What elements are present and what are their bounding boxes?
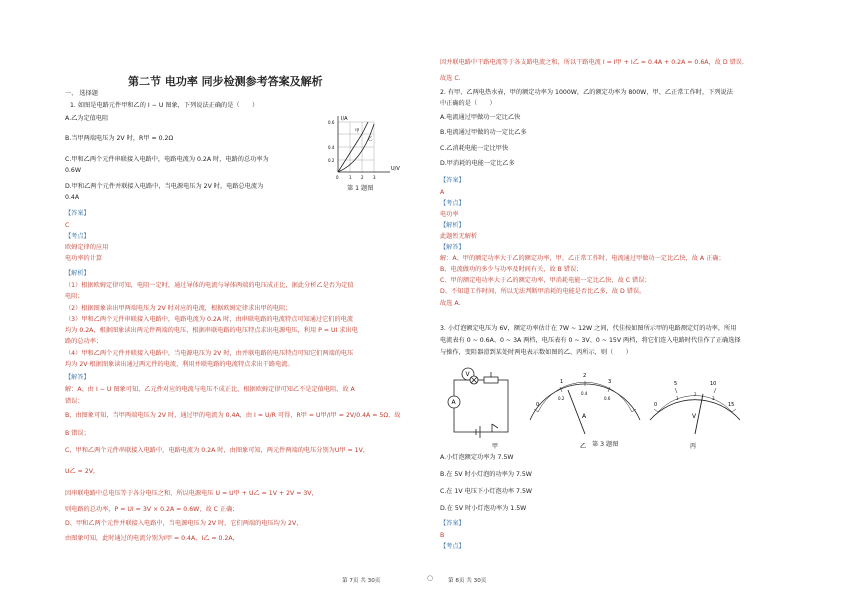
analysis-line: （3）甲和乙两个元件串联接入电路中，电路电流为 0.2A 时，由串联电路的电流特点可知通过它们的电流 [65, 316, 354, 323]
graph-xtick: 1 [349, 175, 352, 180]
q2-keypoint: 电功率 [440, 211, 459, 218]
graph-ytick: 0.2 [328, 158, 335, 163]
voltmeter-letter: V [465, 371, 470, 378]
analysis-line: （1）根据欧姆定律可知，电阻一定时，通过导体的电流与导体两端的电压成正比，据此分析乙是否为定值 [65, 282, 354, 289]
q3-option-c: C.在 1V 电压下小灯泡功率 7.5W [440, 488, 533, 495]
q3-answer-value: B [440, 532, 445, 539]
voltmeter-tick: 10 [710, 381, 717, 387]
keypoint-1: 欧姆定律的应用 [65, 244, 109, 251]
ammeter-tick: 0 [536, 402, 540, 408]
q3-figure [440, 362, 740, 452]
analysis-line: （2）根据图象读出甲两端电压为 2V 时对应的电流，根据欧姆定律求出甲的电阻； [65, 305, 292, 312]
graph-ytick: 0.4 [328, 145, 335, 150]
continued-conclusion: 故选 C. [440, 75, 461, 82]
q2-solution-line: 解：A、甲的额定功率大于乙的额定功率，甲、乙正常工作时，电流通过甲做功一定比乙快，故 A 正确； [440, 255, 725, 262]
q2-solution-line: 故选 A. [440, 300, 461, 307]
solution-line: C、甲和乙两个元件串联接入电路中，电路电流为 0.2A 时，由图象可知，两元件两端的电压分别为U甲 = 1V， [65, 447, 370, 454]
right-page [430, 0, 860, 608]
ammeter-dial [530, 373, 640, 450]
solution-line: U乙 = 2V， [65, 468, 100, 475]
ammeter-unit: A [582, 413, 587, 420]
continued-line: 因并联电路中干路电流等于各支路电流之和，所以干路电流 I = I甲 + I乙 = 0.4A + 0.2A = 0.6A，故 D 错误. [440, 59, 744, 66]
q1-stem: 1. 如图是电路元件甲和乙的 I − U 图象，下列说法正确的是（ ） [70, 102, 259, 109]
solution-line: 错误； [65, 398, 84, 405]
q3-stem-line2: 电流表有 0 ~ 0.6A、0 ~ 3A 两档，电压表有 0 ~ 3V、0 ~ 15V 两档，将它们连入电路时代佳作了正确选择 [440, 337, 741, 344]
graph-xtick: 2 [361, 175, 364, 180]
q2-option-d: D.甲消耗的电能一定比乙多 [440, 160, 515, 167]
solution-line: 则电路的总功率，P = UI = 3V × 0.2A = 0.6W，故 C 正确； [65, 506, 239, 513]
q2-solution-line: C、甲的额定电功率大于乙的额定功率，甲消耗电能一定比乙快，故 C 错误； [440, 277, 651, 284]
q3-answer-heading: 【答案】 [440, 520, 465, 527]
q2-analysis-heading: 【解析】 [440, 222, 465, 229]
figure-label-bing: 丙 [690, 443, 697, 450]
voltmeter-unit: V [692, 413, 697, 420]
analysis-line: 电阻； [65, 293, 84, 300]
q2-solution-line: B、电流做功的多少与功率及时间有关，故 B 错误； [440, 266, 583, 273]
figure-label-yi: 乙 [580, 443, 587, 450]
curve-label-jia: 甲 [355, 129, 360, 134]
curve-label-yi: 乙 [368, 137, 373, 142]
voltmeter-subtick: 3 [712, 396, 715, 401]
q2-answer-value: A [440, 189, 445, 196]
q2-option-a: A.电流通过甲做功一定比乙快 [440, 114, 521, 121]
solution-line: 解：A、由 I − U 图象可知，乙元件对应的电流与电压不成正比，根据欧姆定律可知乙不是定值电阻，故 A [65, 386, 355, 393]
graph-ytick: 0.6 [328, 120, 335, 125]
page-title: 第二节 电功率 同步检测参考答案及解析 [128, 75, 323, 88]
q2-keypoint-heading: 【考点】 [440, 200, 465, 207]
solution-line: 由图象可知，此时通过的电流分别为I甲 = 0.4A，I乙 = 0.2A， [65, 535, 239, 542]
q1-option-d-line1: D.甲和乙两个元件并联接入电路中，当电源电压为 2V 时，电路总电流为 [65, 183, 264, 190]
graph-xtick: 0 [336, 175, 339, 180]
voltmeter-tick: 5 [674, 381, 678, 387]
ammeter-tick: 3 [608, 379, 612, 385]
solution-line: B 错误； [65, 430, 90, 437]
ammeter-needle [568, 390, 585, 434]
keypoint-heading: 【考点】 [65, 233, 90, 240]
solution-heading: 【解答】 [65, 374, 90, 381]
q3-stem-line1: 3. 小灯泡额定电压为 6V，额定功率估计在 7W ~ 12W 之间，代佳按如图所示甲的电路测定灯的功率，所用 [440, 325, 737, 332]
q2-option-c: C.乙消耗电能一定比甲快 [440, 145, 509, 152]
q1-option-a: A.乙为定值电阻 [65, 115, 109, 122]
solution-line: B、由图象可知，当甲两端电压为 2V 时，通过甲的电流为 0.4A，由 I = U/R 可得，R甲 = U甲/I甲 = 2V/0.4A = 5Ω，故 [65, 412, 401, 419]
circuit-diagram [448, 368, 508, 438]
analysis-line: （4）甲和乙两个元件并联接入电路中，当电源电压为 2V 时，由并联电路的电压特点可知它们两端的电压 [65, 350, 354, 357]
q2-solution-line: D、不知道工作时间，所以无法判断甲消耗的电能是否比乙多，故 D 错误。 [440, 288, 646, 295]
answer-heading: 【答案】 [65, 210, 90, 217]
q1-figure-caption: 第 1 题图 [347, 185, 374, 192]
q1-option-c-line2: 0.6W [65, 167, 81, 174]
q3-option-d: D.在 5V 时小灯泡功率为 1.5W [440, 505, 527, 512]
q2-analysis: 此题暂无解析 [440, 233, 478, 240]
page-number: 第 7页 共 30页 [342, 578, 381, 584]
q3-option-b: B.在 5V 时小灯泡的功率为 7.5W [440, 471, 532, 478]
graph-xlabel: U/V [391, 166, 400, 172]
q2-stem-line2: 中正确的是（ ） [440, 100, 496, 107]
page-number: 第 8页 共 30页 [448, 578, 487, 584]
q1-option-b: B.当甲两端电压为 2V 时，R甲 = 0.2Ω [65, 135, 174, 142]
ammeter-letter: A [451, 399, 456, 406]
q3-stem-line3: 与操作，变阻器滑到某处时两电表示数如图的乙、丙所示，则（ ） [440, 349, 632, 356]
voltmeter-tick: 15 [728, 402, 735, 408]
q1-option-d-line2: 0.4A [65, 194, 80, 201]
figure-label-jia: 甲 [492, 443, 499, 450]
solution-line: D、甲和乙两个元件并联接入电路中，当电源电压为 2V 时，它们两端的电压均为 2V， [65, 520, 303, 527]
analysis-line: 路的总功率； [65, 338, 103, 345]
analysis-line: 均为 2V 根据图象读出通过两元件的电流，利用并联电路的电流特点求出干路电流。 [65, 361, 294, 368]
q3-keypoint-heading: 【考点】 [440, 543, 465, 550]
rheostat-symbol [484, 377, 498, 383]
voltmeter-subtick: 1 [676, 396, 679, 401]
analysis-line: 均为 0.2A，根据图象读出两元件两端的电压，根据串联电路的电压特点求出电源电压，利用 P = UI 求出电 [65, 327, 358, 334]
ammeter-subtick: 0.4 [581, 391, 588, 396]
solution-line: 因串联电路中总电压等于各分电压之和，所以电源电压 U = U甲 + U乙 = 1V + 2V = 3V， [65, 490, 318, 497]
answer-value: C [65, 222, 70, 229]
ammeter-subtick: 0.6 [604, 396, 611, 401]
q2-answer-heading: 【答案】 [440, 177, 465, 184]
q2-solution-heading: 【解答】 [440, 244, 465, 251]
q2-option-b: B.电流通过甲做的功一定比乙多 [440, 129, 527, 136]
analysis-heading: 【解析】 [65, 270, 90, 277]
ammeter-subtick: 0.2 [558, 396, 565, 401]
ammeter-tick: 1 [560, 379, 564, 385]
graph-ylabel: I/A [341, 116, 348, 122]
voltmeter-tick: 0 [654, 402, 658, 408]
q2-stem-line1: 2. 有甲、乙两电热水壶，甲的额定功率为 1000W，乙的额定功率为 800W，甲、乙正常工作时，下列说法 [440, 89, 733, 96]
voltmeter-dial [650, 381, 740, 450]
voltmeter-subtick: 2 [694, 392, 697, 397]
page-separator: ○ [427, 574, 434, 582]
q3-option-a: A.小灯泡额定功率为 7.5W [440, 454, 514, 461]
keypoint-2: 电功率的计算 [65, 255, 103, 262]
iu-graph [328, 112, 408, 192]
section-heading: 一、 选择题 [65, 90, 98, 97]
q3-figure-caption: 第 3 题图 [592, 441, 619, 448]
q1-option-c-line1: C.甲和乙两个元件串联接入电路中，电路电流为 0.2A 时，电路的总功率为 [65, 156, 269, 163]
ammeter-tick: 2 [583, 373, 587, 379]
graph-xtick: 3 [373, 175, 376, 180]
